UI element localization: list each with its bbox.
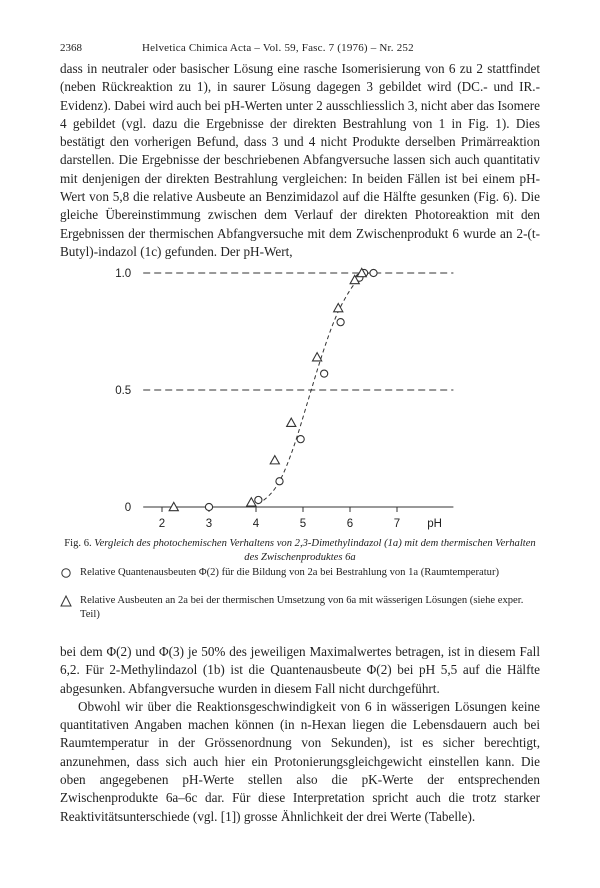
circle-point [337,319,344,326]
circle-point [276,478,283,485]
paragraph-2: bei dem Φ(2) und Φ(3) je 50% des jeweiligen Maximalwertes betragen, ist in diesem Fall 6,2. Für 2-Methylindazol (1b) ist die Quantenausbeute Φ(2) bei pH 5,5 auf die Hälfte abgesunken. Abfangversuche wurden in diesem Fall nicht durchgeführt. [60,644,540,696]
circle-point [205,503,212,510]
x-tick-label: 6 [346,518,354,530]
x-tick-label: pH [427,518,442,530]
y-tick-label: 1.0 [115,268,132,280]
figure-caption [60,537,540,564]
circle-point [321,370,328,377]
caption-text: Vergleich des photochemischen Verhaltens von 2,3-Dimethylindazol (1a) mit dem thermischen Verhalten des Zwischenproduktes 6a [94,538,536,563]
x-tick-label: 7 [393,518,401,530]
x-tick-label: 5 [299,518,307,530]
triangle-point [313,353,322,361]
body-text-bottom [60,643,540,826]
triangle-point [270,456,279,464]
y-tick-label: 0 [124,502,132,514]
paragraph-3: Obwohl wir über die Reaktionsgeschwindigkeit von 6 in wässerigen Lösungen keine quantitativen Angaben machen können (in n-Hexan liegen die Lebensdauern auch bei Raumtemperatur in der Grössenordnung von Sekunden), ist es sicher berechtigt, anzunehmen, dass sich auch hier ein Protonierungsgleichgewicht einstellen kann. Die oben angegebenen pH-Werte stellen also die pK-Werte der entsprechenden Zwischenprodukte 6a–6c dar. Für diese Interpretation spricht auch die trotz starker Reaktivitätsunterschiede (vgl. [1]) grosse Ähnlichkeit der drei Werte (Tabelle). [60,698,540,824]
caption-label: Fig. 6. [64,538,92,549]
triangle-point [287,418,296,426]
y-tick-label: 0.5 [115,385,132,397]
circle-point [255,496,262,503]
page-number: 2368 [60,42,82,54]
page-header [60,42,540,58]
circle-point [297,436,304,443]
x-tick-label: 3 [205,518,213,530]
tick-labels [115,268,442,530]
circle-marker-icon [60,567,76,579]
x-tick-label: 4 [252,518,260,530]
running-head: Helvetica Chimica Acta – Vol. 59, Fasc. 7 (1976) – Nr. 252 [142,42,414,54]
triangle-marker-icon [60,595,76,607]
figure-6-chart [0,255,600,535]
x-tick-label: 2 [158,518,166,530]
paragraph-1: dass in neutraler oder basischer Lösung eine rasche Isomerisierung von 6 zu 2 stattfindet (neben Rückreaktion zu 1), in saurer Lösung dagegen 3 gebildet wird (DC.- und IR.-Evidenz). Dabei wird auch bei pH-Werten unter 2 ausschliesslich 3, nicht aber das Isomere 4 gebildet (vgl. dazu die Ergebnisse der direkten Bestrahlung von 1 in Fig. 1). Dies bestätigt den vorherigen Befund, dass 3 und 4 nicht Produkte derselben Primärreaktion darstellen. Die Ergebnisse der beschriebenen Abfangversuche lassen sich auch quantitativ mit denjenigen der direkten Bestrahlung vergleichen: In beiden Fällen ist bei einem pH-Wert von 5,8 die relative Ausbeute an Benzimidazol auf die Hälfte gesunken (Fig. 6). Die gleiche Übereinstimmung zwischen dem Verlauf der direkten Photoreaktion mit den Ergebnissen der thermischen Abfangversuche mit dem Zwischenprodukt 6 wurde an 2-(t-Butyl)-indazol (1c) gefunden. Der pH-Wert, [60,61,540,259]
chart-axes [143,273,453,512]
legend-triangle-text: Relative Ausbeuten an 2a bei der thermischen Umsetzung von 6a mit wässerigen Lösungen (siehe exper. Teil) [80,595,524,620]
circle-point [370,269,377,276]
legend-circle-text: Relative Quantenausbeuten Φ(2) für die Bildung von 2a bei Bestrahlung von 1a (Raumtemperatur) [80,567,500,578]
